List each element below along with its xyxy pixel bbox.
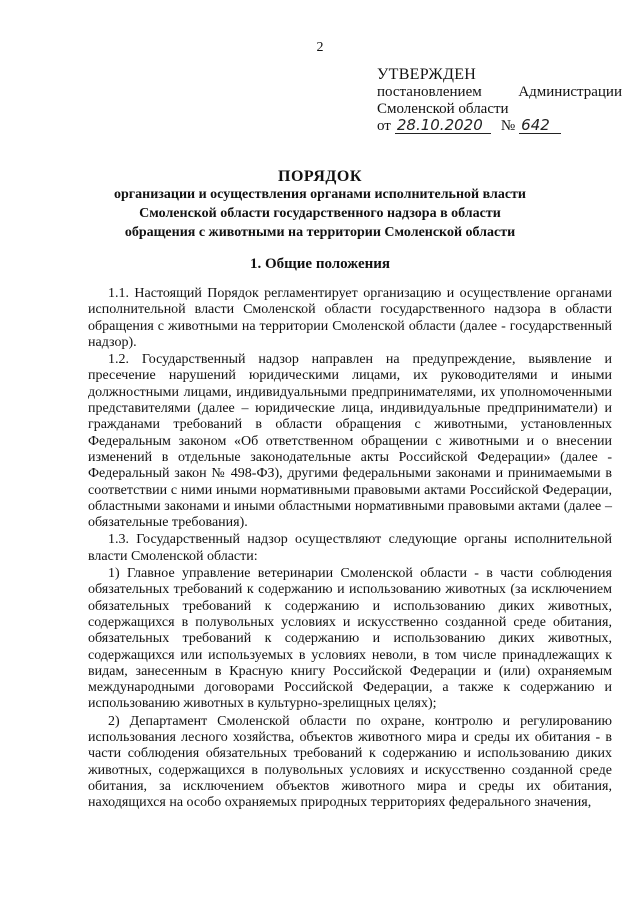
page-number: 2 <box>316 40 324 55</box>
approval-title: УТВЕРЖДЕН <box>377 66 477 83</box>
paragraph-1-1: 1.1. Настоящий Порядок регламентирует организацию и осуществление органами исполнительной власти Смоленской области государственного надзора в области обращения с животными на территории Смоленской области (далее - государственный надзор). <box>88 286 612 350</box>
approval-line-1 <box>377 84 622 101</box>
list-item-2: 2) Департамент Смоленской области по охране, контролю и регулированию использования лесного хозяйства, объектов животного мира и среды их обитания - в части соблюдения обязательных требований к содержанию и использованию диких животных, содержащихся в полувольных условиях и искусственно созданной среде обитания, за исключением объектов животного мира и среды их обитания, находящихся на особо охраняемых природных территориях федерального значения, <box>88 713 612 811</box>
approval-block <box>377 66 622 135</box>
handwritten-date: 28.10.2020 <box>395 118 491 134</box>
handwritten-number: 642 <box>519 118 561 134</box>
approval-line-2: Смоленской области <box>377 101 509 117</box>
document-title: ПОРЯДОК <box>278 168 362 185</box>
document-subtitle <box>0 185 640 242</box>
number-prefix: № <box>500 118 516 134</box>
approval-line-1-left: постановлением <box>377 84 482 100</box>
date-prefix: от <box>377 118 391 134</box>
subtitle-line-2: Смоленской области государственного надзора в области <box>139 206 501 221</box>
approval-date-row <box>377 118 622 135</box>
document-body <box>88 286 612 813</box>
subtitle-line-3: обращения с животными на территории Смоленской области <box>124 225 516 240</box>
section-heading: 1. Общие положения <box>249 256 391 272</box>
paragraph-1-2: 1.2. Государственный надзор направлен на предупреждение, выявление и пресечение нарушений юридическими лицами, их руководителями и иными должностными лицами, индивидуальными предпринимателями, их уполномоченными представителями (далее – юридические лица, индивидуальные предприниматели) и гражданами требований в области обращения с животными, установленных Федеральным законом «Об ответственном обращении с животными и о внесении изменений в отдельные законодательные акты Российской Федерации» (далее - Федеральный закон № 498-ФЗ), другими федеральными законами и принимаемыми в соответствии с ними иными нормативными правовыми актами Российской Федерации, областными законами и иными областными нормативными правовыми актами (далее – обязательные требования). <box>88 352 612 531</box>
paragraph-1-3: 1.3. Государственный надзор осуществляют следующие органы исполнительной власти Смоленской области: <box>88 532 612 564</box>
subtitle-line-1: организации и осуществления органами исполнительной власти <box>114 187 526 202</box>
list-item-1: 1) Главное управление ветеринарии Смоленской области - в части соблюдения обязательных требований к содержанию и использованию животных (за исключением обязательных требований к содержанию и использованию диких животных, содержащихся в полувольных условиях и искусственно созданной среде обитания, обязательных требований к содержанию и использованию диких животных, содержащихся или используемых в условиях неволи, в том числе принадлежащих к видам, занесенным в Красную книгу Российской Федерации и (или) охраняемым международными договорами Российской Федерации, а также к содержанию и использованию животных в культурно-зрелищных целях); <box>88 566 612 712</box>
approval-line-1-right: Администрации <box>518 84 622 100</box>
